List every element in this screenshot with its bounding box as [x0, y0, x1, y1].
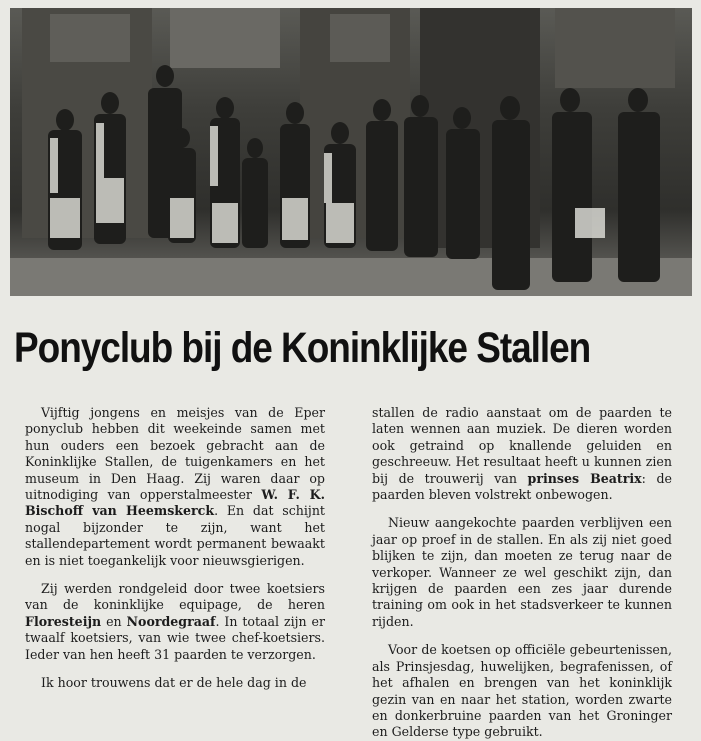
group-photo-icon — [10, 8, 692, 296]
paragraph-3: Ik hoor trouwens dat er de hele dag in de — [41, 675, 307, 691]
door-panel-center — [330, 14, 390, 62]
window-right — [555, 8, 675, 88]
group-photo — [10, 8, 692, 296]
name-beatrix: prinses Beatrix — [527, 470, 642, 486]
door-panel — [50, 14, 130, 62]
article-column-left — [25, 405, 325, 692]
paragraph-5: Nieuw aangekochte paarden verblijven een jaar op proef in de stallen. En als zij niet goed blijken te zijn, dan moeten ze terug naar de verkoper. Wanneer ze wel geschikt zijn, dan krijgen de paarden een zes jaar durende training om ook in het stadsverkeer te kunnen rijden. — [372, 515, 672, 629]
paragraph-1: Vijftig jongens en meisjes van de Eper ponyclub hebben dit weekeinde samen met hun ouders een bezoek gebracht aan de Koninklijke Stallen, de tuigenkamers en het museum in Den Haag. Zij waren daar op uitnodiging van opperstalmeester W. F. K. Bischoff van Heemskerck. En dat schijnt nogal bijzonder te zijn, want het stallendepartement wordt permanent bewaakt en is niet toegankelijk voor nieuwsgierigen. — [25, 405, 325, 568]
name-floresteijn: Floresteijn — [25, 613, 102, 629]
paragraph-4: stallen de radio aanstaat om de paarden te laten wennen aan muziek. De dieren worden ook getraind op knallende geluiden en geschreeuw. Het resultaat heeft u kunnen zien bij de trouwerij van prinses Beatrix: de paarden bleven volstrekt onbewogen. — [372, 405, 672, 503]
article-column-right — [372, 405, 672, 741]
name-bischoff: W. F. K. Bischoff van Heemskerck — [25, 487, 325, 519]
paragraph-6: Voor de koetsen op officiële gebeurtenissen, als Prinsjesdag, huwelijken, begrafenissen, of het afhalen en brengen van het koninklijk gezin van en naar het station, worden zwarte en donkerbruine paarden van het Groninger en Gelderse type gebruikt. — [372, 642, 672, 740]
name-noordegraaf: Noordegraaf — [126, 613, 216, 629]
paragraph-2: Zij werden rondgeleid door twee koetsiers van de koninklijke equipage, de heren Floresteijn en Noordegraaf. In totaal zijn er twaalf koetsiers, van wie twee chef-koetsiers. Ieder van hen heeft 31 paarden te verzorgen. — [25, 581, 325, 662]
wall-panel — [170, 8, 280, 68]
article-headline: Ponyclub bij de Koninklijke Stallen — [14, 324, 591, 372]
